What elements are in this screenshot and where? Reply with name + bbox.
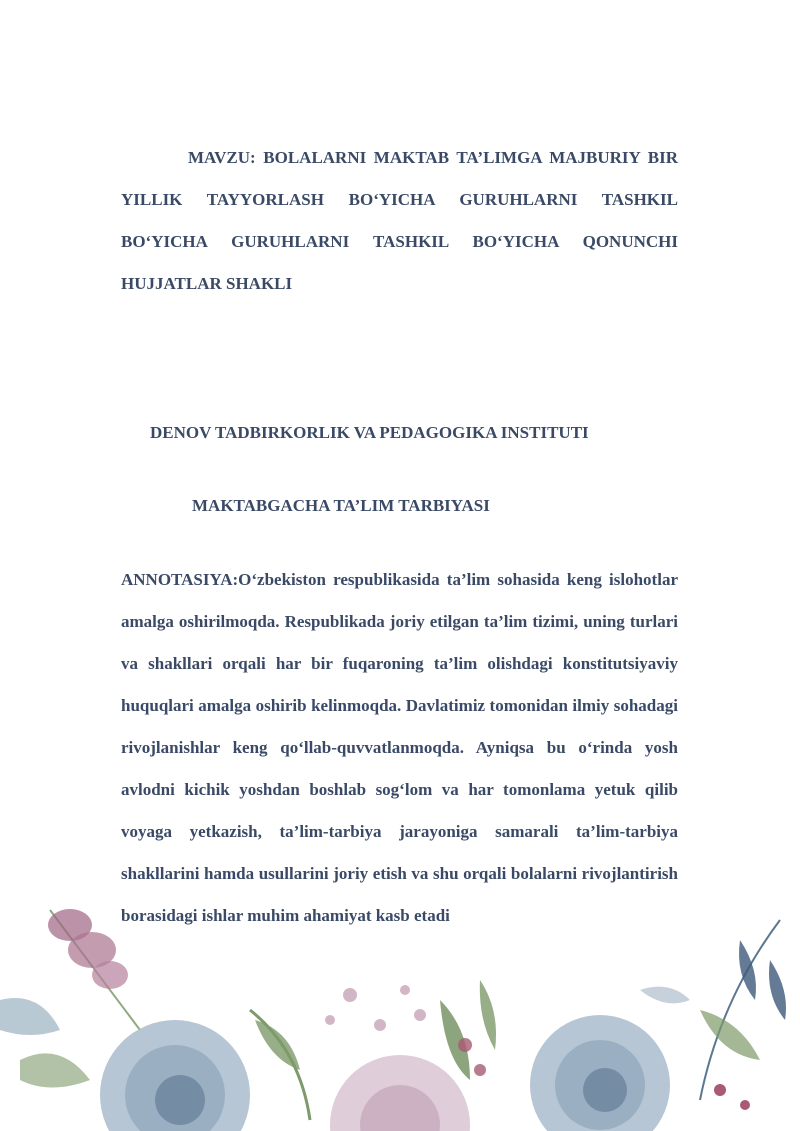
blue-rose-left bbox=[100, 1020, 250, 1131]
specialty-name: MAKTABGACHA TA’LIM TARBIYASI bbox=[192, 496, 490, 515]
blue-rose-right bbox=[530, 1015, 670, 1131]
annotation-text: O‘zbekiston respublikasida ta’lim sohasida keng islohotlar amalga oshirilmoqda. Respublikada joriy etilgan ta’lim tizimi, uning turlari va shakllari orqali har bir fuqaroning ta’lim olishdagi konstitutsiyaviy huquqlari amalga oshirib kelinmoqda. Davlatimiz tomonidan ilmiy sohadagi rivojlanishlar keng qo‘llab-quvvatlanmoqda. Ayniqsa bu o‘rinda yosh avlodni kichik yoshdan boshlab sog‘lom va har tomonlama yetuk qilib voyaga yetkazish, ta’lim-tarbiya jarayoniga samarali ta’lim-tarbiya shakllarini hamda usullarini joriy etish va shu orqali bolalarni rivojlantirish borasidagi ishlar muhim ahamiyat kasb etadi bbox=[121, 570, 678, 925]
lilac-sprig bbox=[48, 909, 140, 1030]
institute-name: DENOV TADBIRKORLIK VA PEDAGOGIKA INSTITUTI bbox=[150, 423, 589, 442]
floral-decoration bbox=[0, 880, 800, 1131]
pink-rose bbox=[330, 1055, 470, 1131]
document-title: MAVZU: BOLALARNI MAKTAB TA’LIMGA MAJBURIY BIR YILLIK TAYYORLASH BO‘YICHA GURUHLARNI TASHKIL BO‘YICHA GURUHLARNI TASHKIL BO‘YICHA QONUNCHI HUJJATLAR SHAKLI bbox=[121, 148, 678, 293]
annotation-label: ANNOTASIYA: bbox=[121, 570, 239, 589]
